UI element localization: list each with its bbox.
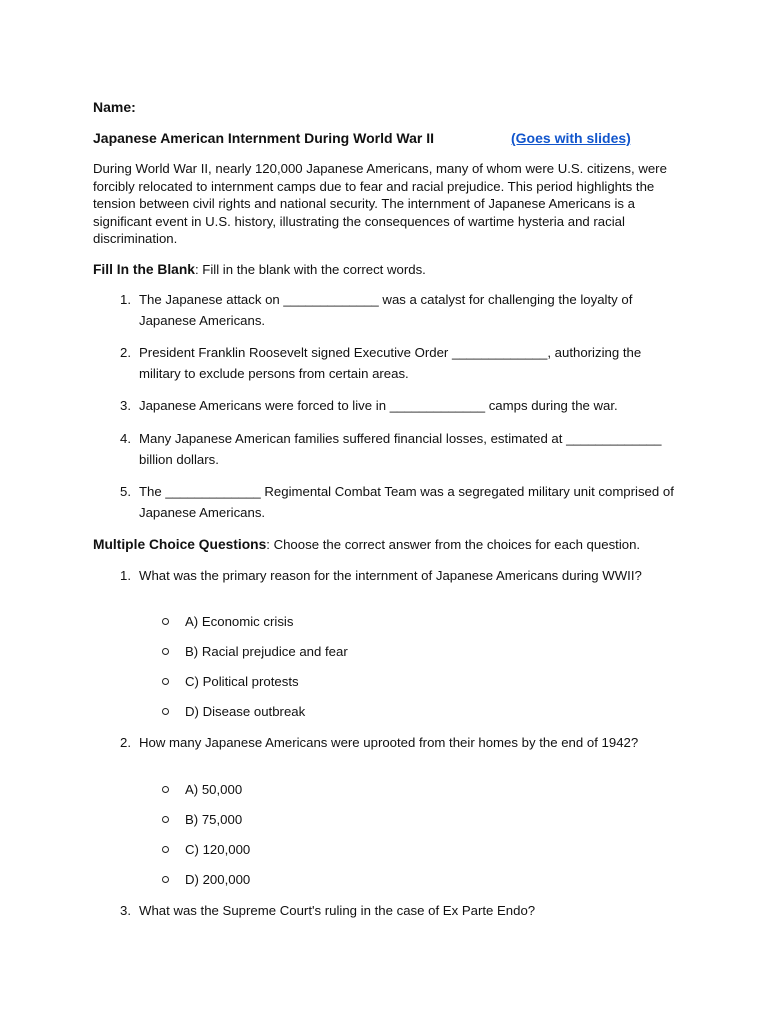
fill-in-item [120, 429, 679, 470]
circle-bullet-icon [162, 846, 169, 853]
question-number: 2. [120, 735, 131, 750]
question-number: 3. [120, 903, 131, 918]
fill-in-heading [93, 262, 426, 277]
question-item [120, 734, 679, 752]
circle-bullet-icon [162, 618, 169, 625]
title-row [93, 130, 693, 146]
item-text: Japanese Americans were forced to live in _____________ camps during the war. [139, 398, 618, 413]
intro-paragraph: During World War II, nearly 120,000 Japanese Americans, many of whom were U.S. citizens, were forcibly relocated to internment camps due to fear and racial prejudice. This period highlights the tension between civil rights and national security. The internment of Japanese Americans is a significant event in U.S. history, illustrating the consequences of wartime hysteria and racial discrimination. [93, 161, 667, 247]
fill-in-instruction: : Fill in the blank with the correct words. [194, 262, 426, 277]
multiple-choice-heading-label: Multiple Choice Questions [93, 537, 267, 552]
item-number: 1. [120, 292, 131, 307]
question-text: How many Japanese Americans were uprooted from their homes by the end of 1942? [139, 735, 639, 750]
circle-bullet-icon [162, 786, 169, 793]
answer-choice: C) Political protests [185, 674, 299, 689]
answer-choice: B) 75,000 [185, 812, 243, 827]
fill-in-item [120, 396, 679, 417]
question-text: What was the Supreme Court's ruling in the case of Ex Parte Endo? [139, 903, 536, 918]
question-item [120, 902, 679, 920]
answer-choice: D) 200,000 [185, 872, 251, 887]
question-item [120, 567, 679, 585]
circle-bullet-icon [162, 876, 169, 883]
item-number: 2. [120, 345, 131, 360]
circle-bullet-icon [162, 648, 169, 655]
question-text: What was the primary reason for the internment of Japanese Americans during WWII? [139, 568, 642, 583]
circle-bullet-icon [162, 678, 169, 685]
multiple-choice-instruction: : Choose the correct answer from the choices for each question. [266, 537, 641, 552]
fill-in-item [120, 343, 679, 384]
item-text: President Franklin Roosevelt signed Executive Order _____________, authorizing the military to exclude persons from certain areas. [139, 345, 642, 381]
question-number: 1. [120, 568, 131, 583]
answer-choice: D) Disease outbreak [185, 704, 306, 719]
item-number: 5. [120, 484, 131, 499]
worksheet-title: Japanese American Internment During World War II [93, 130, 434, 146]
circle-bullet-icon [162, 816, 169, 823]
fill-in-item [120, 482, 679, 523]
item-number: 4. [120, 431, 131, 446]
answer-choice: C) 120,000 [185, 842, 251, 857]
item-text: Many Japanese American families suffered financial losses, estimated at _____________ billion dollars. [139, 431, 662, 467]
answer-choice: A) 50,000 [185, 782, 243, 797]
answer-choice: A) Economic crisis [185, 614, 294, 629]
item-text: The _____________ Regimental Combat Team was a segregated military unit comprised of Japanese Americans. [139, 484, 674, 520]
item-number: 3. [120, 398, 131, 413]
fill-in-heading-label: Fill In the Blank [93, 262, 195, 277]
item-text: The Japanese attack on _____________ was a catalyst for challenging the loyalty of Japanese Americans. [139, 292, 633, 328]
name-label: Name: [93, 99, 136, 115]
multiple-choice-heading [93, 537, 640, 552]
fill-in-item [120, 290, 679, 331]
answer-choice: B) Racial prejudice and fear [185, 644, 348, 659]
circle-bullet-icon [162, 708, 169, 715]
slides-link[interactable]: (Goes with slides) [511, 130, 631, 146]
